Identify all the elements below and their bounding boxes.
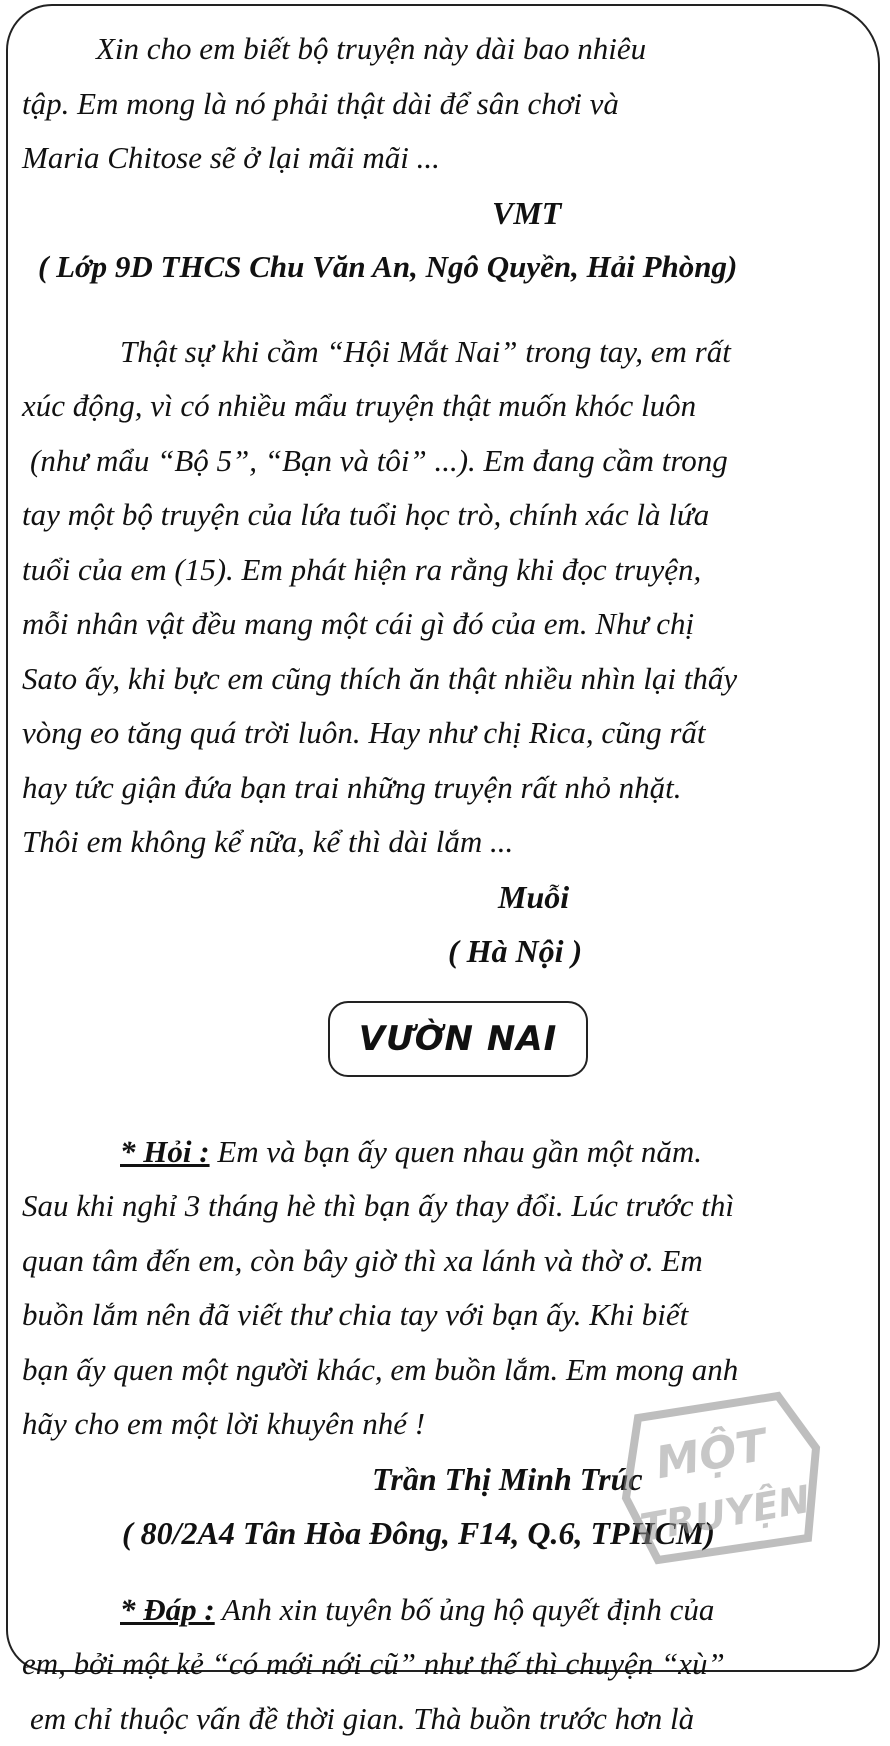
- letter-1-body: [22, 22, 870, 186]
- question-label: * Hỏi :: [120, 1134, 210, 1169]
- answer-body: [22, 1583, 870, 1746]
- text-line: hãy cho em một lời khuyên nhé !: [22, 1397, 870, 1452]
- text-line: Em và bạn ấy quen nhau gần một năm.: [210, 1134, 703, 1169]
- text-line: (như mẩu “Bộ 5”, “Bạn và tôi” ...). Em đang cầm trong: [22, 434, 870, 489]
- text-line: buồn lắm nên đã viết thư chia tay với bạn ấy. Khi biết: [22, 1288, 870, 1343]
- text-line: xúc động, vì có nhiều mẩu truyện thật muốn khóc luôn: [22, 379, 870, 434]
- watermark-text-top: MỘT: [652, 1417, 774, 1489]
- letter-1: [22, 22, 870, 295]
- text-line: quan tâm đến em, còn bây giờ thì xa lánh và thờ ơ. Em: [22, 1234, 870, 1289]
- question-location: ( 80/2A4 Tân Hòa Đông, F14, Q.6, TPHCM): [22, 1506, 870, 1561]
- text-line: Sau khi nghỉ 3 tháng hè thì bạn ấy thay đổi. Lúc trước thì: [22, 1179, 870, 1234]
- letter-2-location: ( Hà Nội ): [22, 924, 870, 979]
- text-line: Thật sự khi cầm “Hội Mắt Nai” trong tay, em rất: [22, 325, 870, 380]
- text-line: hay tức giận đứa bạn trai những truyện rất nhỏ nhặt.: [22, 761, 870, 816]
- text-line: em, bởi một kẻ “có mới nới cũ” như thế thì chuyện “xù”: [22, 1637, 870, 1692]
- text-line: tuổi của em (15). Em phát hiện ra rằng khi đọc truyện,: [22, 543, 870, 598]
- text-line: mỗi nhân vật đều mang một cái gì đó của em. Như chị: [22, 597, 870, 652]
- question-author: Trần Thị Minh Trúc: [22, 1452, 870, 1507]
- watermark-logo: [618, 1388, 828, 1568]
- text-line: bạn ấy quen một người khác, em buồn lắm. Em mong anh: [22, 1343, 870, 1398]
- text-line: Anh xin tuyên bố ủng hộ quyết định của: [215, 1592, 715, 1627]
- letter-2-author: Muỗi: [22, 870, 870, 925]
- section-title-box: [328, 1001, 588, 1077]
- section-title: VƯỜN NAI: [359, 1019, 558, 1059]
- text-line: Thôi em không kể nữa, kể thì dài lắm ...: [22, 815, 870, 870]
- text-line: em chỉ thuộc vấn đề thời gian. Thà buồn trước hơn là: [22, 1692, 870, 1746]
- letter-2: [22, 325, 870, 979]
- spacer: [22, 295, 870, 325]
- text-line: tay một bộ truyện của lứa tuổi học trò, chính xác là lứa: [22, 488, 870, 543]
- letter-2-body: [22, 325, 870, 870]
- text-line: Xin cho em biết bộ truyện này dài bao nhiêu: [22, 22, 870, 77]
- text-line: vòng eo tăng quá trời luôn. Hay như chị Rica, cũng rất: [22, 706, 870, 761]
- letter-1-author: VMT: [22, 186, 870, 241]
- watermark-text-bottom: TRUYỆN: [637, 1477, 813, 1550]
- answer-label: * Đáp :: [120, 1592, 215, 1627]
- answer-block: [22, 1583, 870, 1746]
- letter-1-location: ( Lớp 9D THCS Chu Văn An, Ngô Quyền, Hải Phòng): [22, 240, 870, 295]
- text-line: tập. Em mong là nó phải thật dài để sân chơi và: [22, 77, 870, 132]
- text-line: Sato ấy, khi bực em cũng thích ăn thật nhiều nhìn lại thấy: [22, 652, 870, 707]
- text-line: Maria Chitose sẽ ở lại mãi mãi ...: [22, 131, 870, 186]
